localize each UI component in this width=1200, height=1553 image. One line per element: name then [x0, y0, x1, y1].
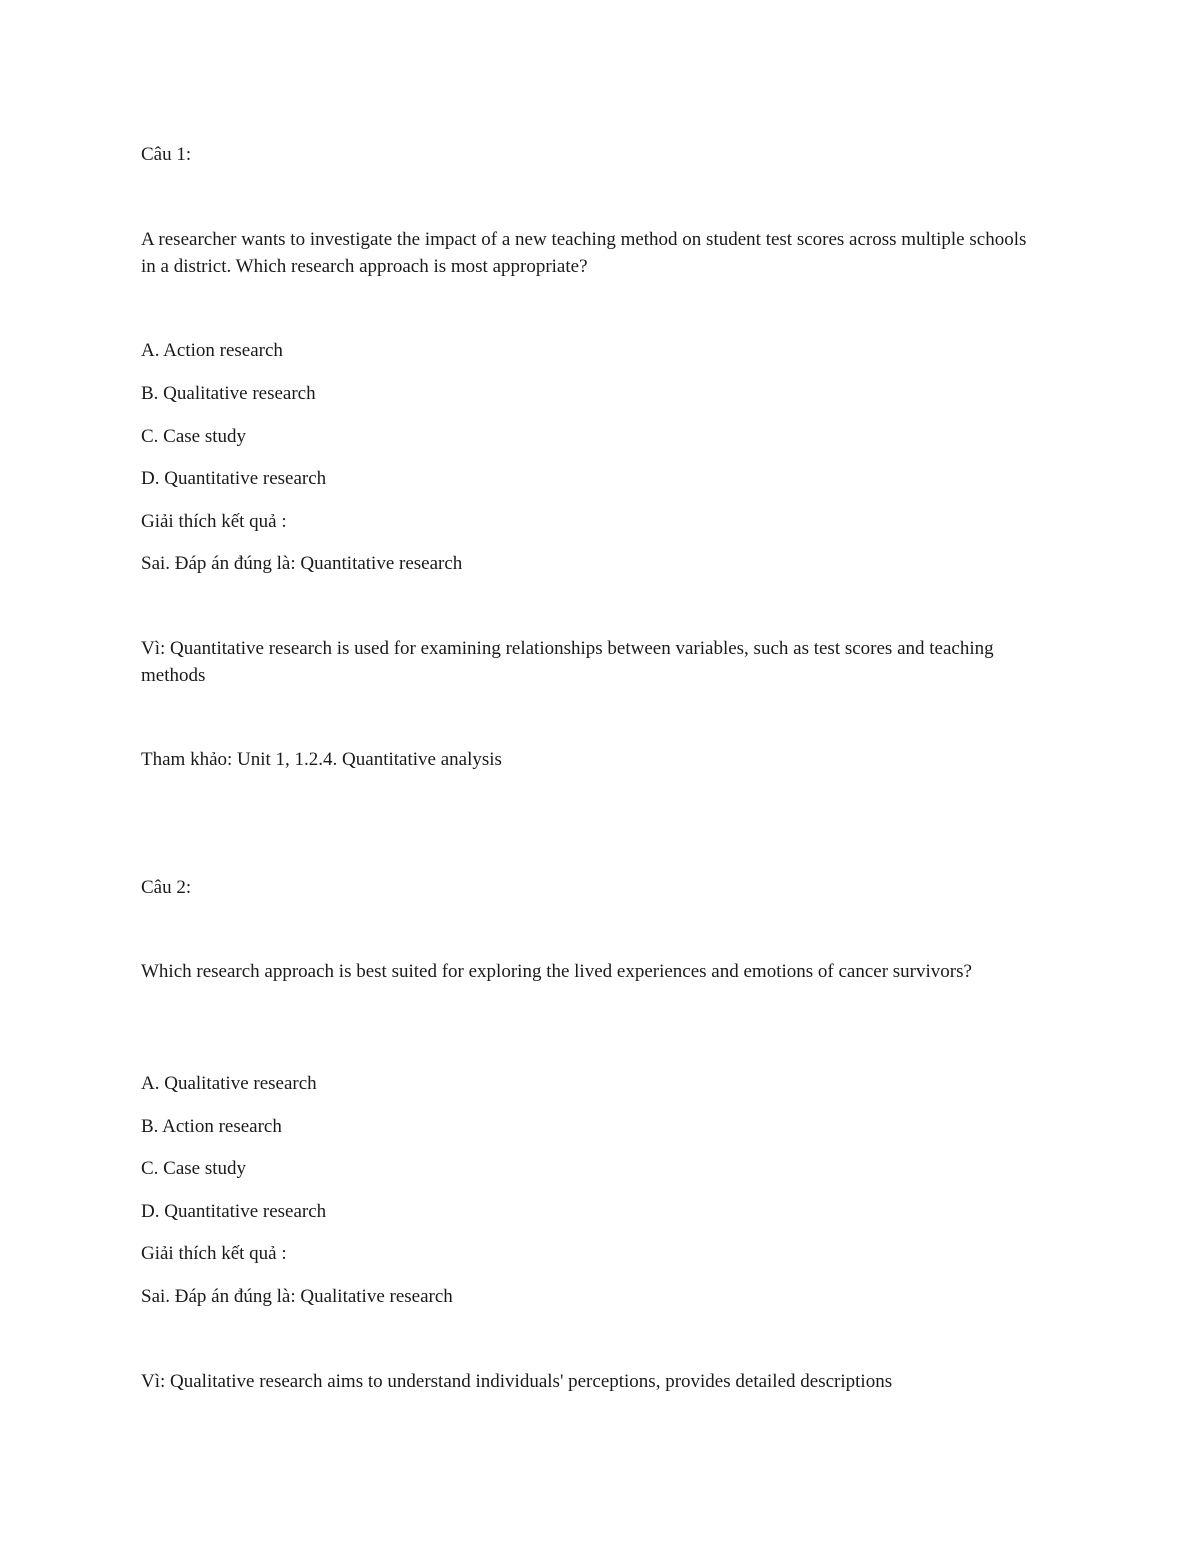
question-2-option-a: A. Qualitative research	[141, 1073, 317, 1094]
question-2-heading: Câu 2:	[141, 877, 192, 898]
question-1-heading: Câu 1:	[141, 144, 192, 165]
question-2-reason: Vì: Qualitative research aims to understand individuals' perceptions, provides detailed descriptions	[141, 1371, 893, 1392]
question-2-prompt: Which research approach is best suited for exploring the lived experiences and emotions of cancer survivors?	[141, 961, 972, 982]
question-1-option-d: D. Quantitative research	[141, 468, 327, 489]
question-1-result: Sai. Đáp án đúng là: Quantitative research	[141, 553, 463, 574]
question-2-explain-label: Giải thích kết quả :	[141, 1243, 287, 1264]
question-1-reference: Tham khảo: Unit 1, 1.2.4. Quantitative analysis	[141, 749, 502, 770]
question-2-option-b: B. Action research	[141, 1116, 282, 1137]
question-1-reason: Vì: Quantitative research is used for examining relationships between variables, such as test scores and teaching methods	[141, 638, 994, 686]
question-1-explain-label: Giải thích kết quả :	[141, 511, 287, 532]
question-1-prompt: A researcher wants to investigate the impact of a new teaching method on student test scores across multiple schools in a district. Which research approach is most appropriate?	[141, 229, 1027, 277]
question-1-option-c: C. Case study	[141, 426, 247, 447]
question-2-option-d: D. Quantitative research	[141, 1201, 327, 1222]
question-2-result: Sai. Đáp án đúng là: Qualitative research	[141, 1286, 453, 1307]
question-2-option-c: C. Case study	[141, 1158, 247, 1179]
question-1-option-b: B. Qualitative research	[141, 383, 316, 404]
question-1-option-a: A. Action research	[141, 340, 283, 361]
